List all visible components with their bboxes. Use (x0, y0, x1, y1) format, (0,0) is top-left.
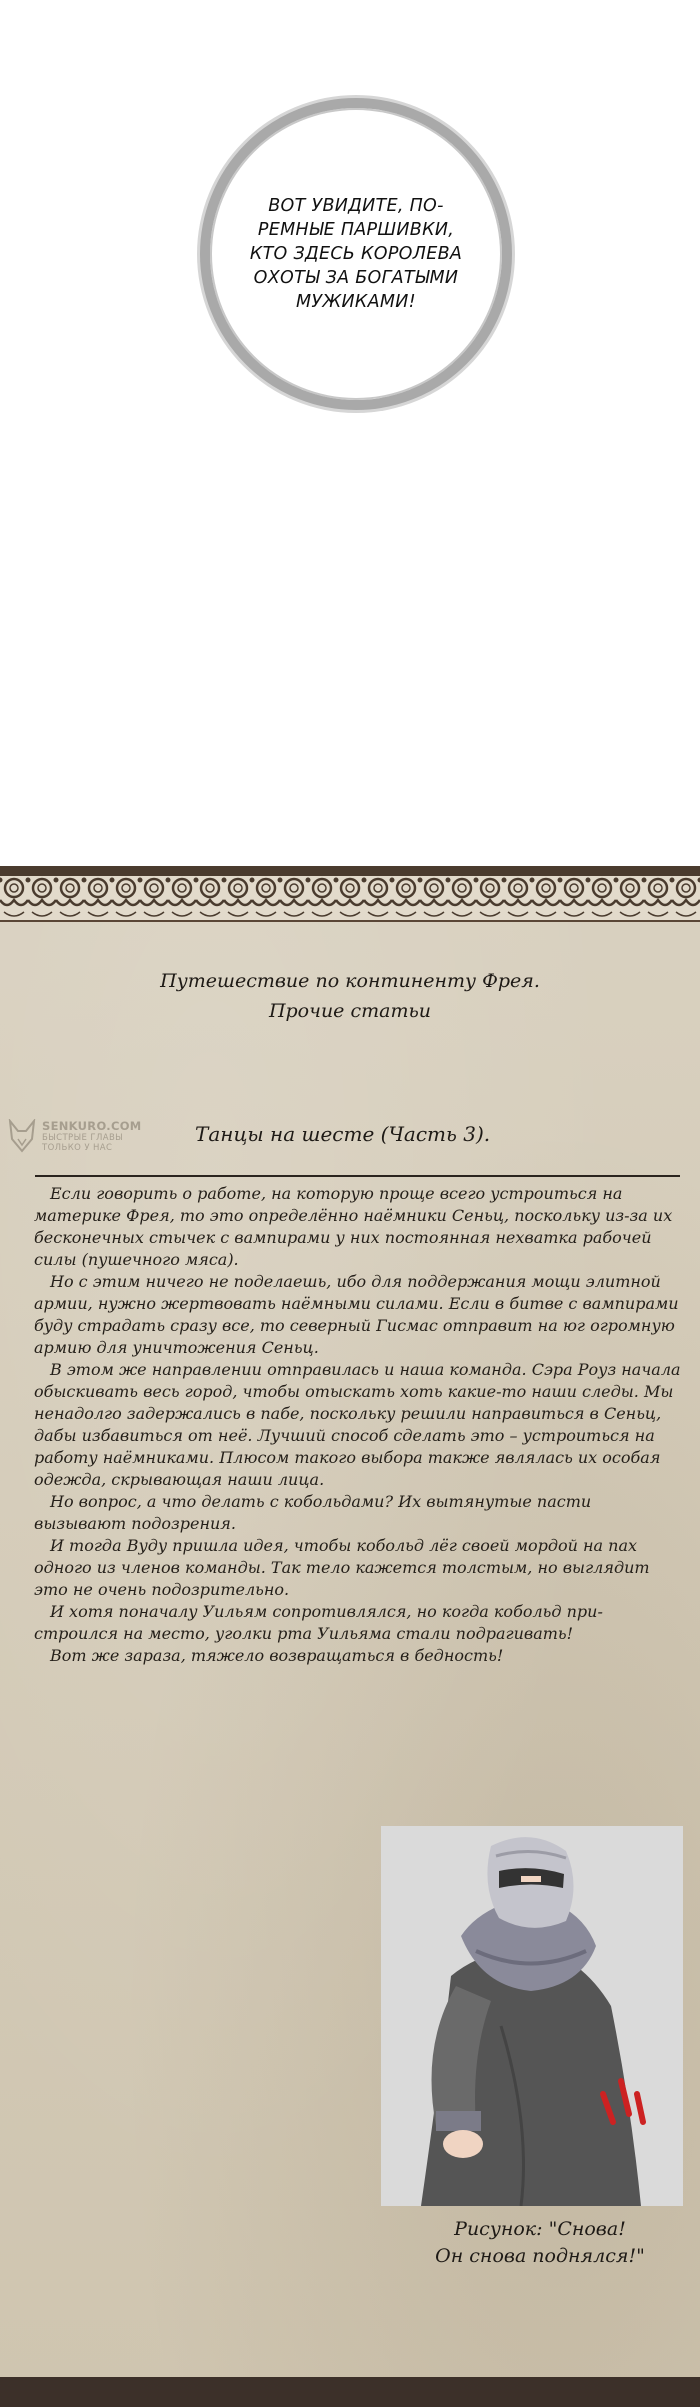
paragraph: И тогда Вуду пришла идея, чтобы кобольд лёг своей мордой на пах одного из членов команды. Так тело кажется толстым, но выглядит это не очень подозрительно. (34, 1536, 650, 1599)
speech-bubble (200, 98, 512, 410)
watermark (8, 1116, 178, 1156)
caption-line-1: Рисунок: "Снова! (454, 2218, 626, 2240)
divider (35, 1175, 680, 1177)
paragraph: Но вопрос, а что делать с кобольдами? Их вытянутые пасти вызывают подозрения. (34, 1492, 592, 1533)
lace-border (0, 870, 700, 922)
paragraph: И хотя поначалу Уильям сопротивлялся, но когда кобольд при-строился на место, уголки рта Уильяма стали подрагивать! (34, 1602, 603, 1643)
fox-head-icon (8, 1119, 36, 1153)
article-page (0, 866, 700, 2407)
watermark-line-2: ТОЛЬКО У НАС (42, 1143, 113, 1153)
paragraph: Но с этим ничего не поделаешь, ибо для поддержания мощи элитной армии, нужно жертвовать наёмными силами. Если в битве с вампирами буду страдать сразу все, то северный Гисмас отправит на юг огромную армию для уничтожения Сеньц. (34, 1272, 679, 1357)
bottom-border (0, 2377, 700, 2407)
heading-line-1: Путешествие по континенту Фрея. (160, 970, 540, 992)
paragraph: В этом же направлении отправилась и наша команда. Сэра Роуз начала обыскивать весь город, чтобы отыскать хоть какие-то наши следы. Мы ненадолго задержались в пабе, поскольку решили направиться в Сеньц, дабы избавиться от неё. Лучший способ сделать это – устроиться на работу наёмниками. Плюсом такого выбора также являлась их особая одежда, скрывающая наши лица. (34, 1360, 681, 1489)
watermark-brand: SENKURO.COM (42, 1119, 142, 1133)
article-body (34, 1183, 684, 1667)
speech-bubble-text: ВОТ УВИДИТЕ, ПО- РЕМНЫЕ ПАРШИВКИ, КТО ЗДЕСЬ КОРОЛЕВА ОХОТЫ ЗА БОГАТЫМИ МУЖИКАМИ! (249, 196, 463, 312)
heading-line-2: Прочие статьи (268, 1000, 432, 1022)
lace-pattern-icon (0, 870, 700, 922)
illustration (381, 1826, 683, 2206)
paragraph: Если говорить о работе, на которую проще всего устроиться на материке Фрея, то это определённо наёмники Сеньц, поскольку из-за их бесконечных стычек с вампирами у них постоянная нехватка рабочей силы (пушечного мяса). (34, 1184, 673, 1269)
article-heading (0, 966, 700, 1026)
watermark-line-1: БЫСТРЫЕ ГЛАВЫ (42, 1133, 124, 1143)
figure-caption (390, 2216, 690, 2270)
paragraph: Вот же зараза, тяжело возвращаться в бедность! (50, 1646, 504, 1665)
article-subtitle: Танцы на шесте (Часть 3). (195, 1122, 491, 1146)
hooded-figure-illustration (381, 1826, 683, 2206)
caption-line-2: Он снова поднялся!" (435, 2245, 645, 2267)
